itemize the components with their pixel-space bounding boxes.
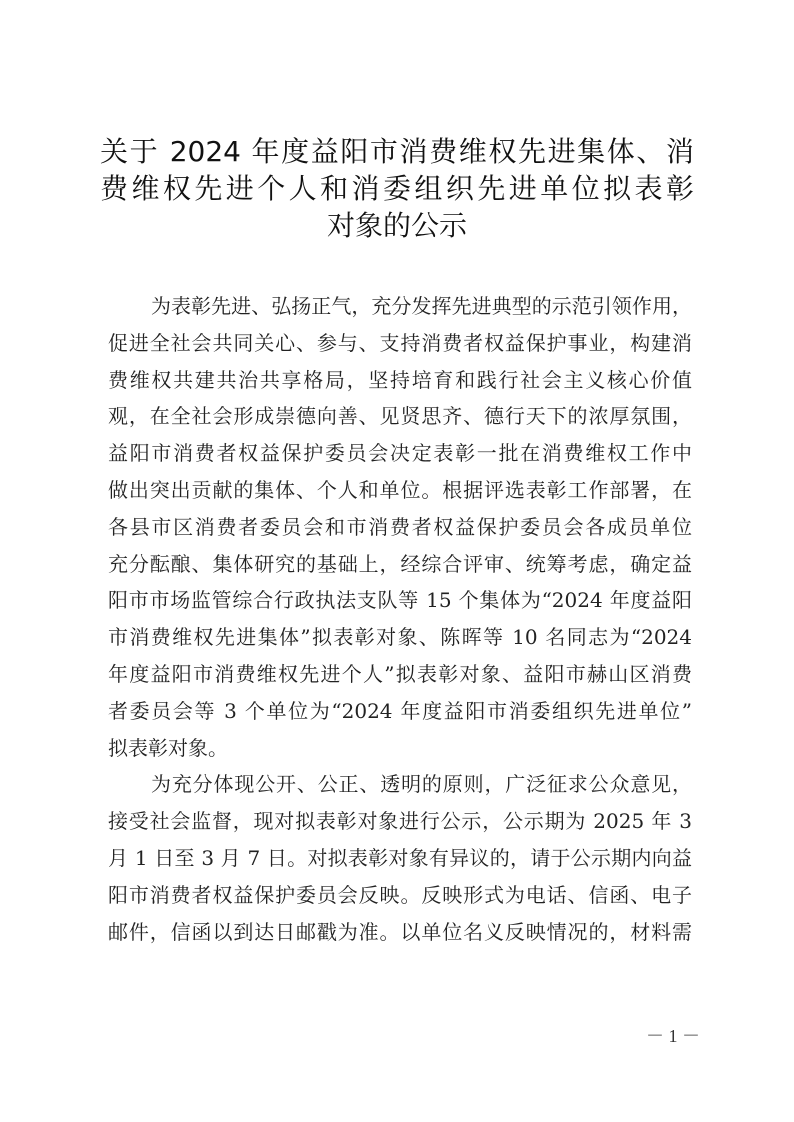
- body-line: 者委员会等 3 个单位为“2024 年度益阳市消委组织先进单位”: [108, 698, 692, 723]
- title-line: 费维权先进个人和消委组织先进单位拟表彰: [100, 172, 694, 205]
- paragraph: [108, 288, 692, 766]
- paragraph: [108, 766, 692, 950]
- body-line: 做出突出贡献的集体、个人和单位。根据评选表彰工作部署，在: [108, 477, 692, 502]
- title-line: 关于 2024 年度益阳市消费维权先进集体、消: [100, 135, 694, 168]
- body-line: 接受社会监督，现对拟表彰对象进行公示，公示期为 2025 年 3: [108, 809, 692, 834]
- body-line: 各县市区消费者委员会和市消费者权益保护委员会各成员单位: [108, 514, 692, 539]
- body-line: 年度益阳市消费维权先进个人”拟表彰对象、益阳市赫山区消费: [108, 661, 692, 686]
- body-line: 促进全社会共同关心、参与、支持消费者权益保护事业，构建消: [108, 330, 692, 355]
- document-title: [100, 133, 694, 244]
- title-line: 对象的公示: [326, 209, 467, 242]
- body-line: 费维权共建共治共享格局，坚持培育和践行社会主义核心价值: [108, 367, 692, 392]
- body-line: 观，在全社会形成崇德向善、见贤思齐、德行天下的浓厚氛围，: [108, 404, 692, 429]
- body-line: 充分酝酿、集体研究的基础上，经综合评审、统筹考虑，确定益: [108, 551, 692, 576]
- body-line: 邮件，信函以到达日邮戳为准。以单位名义反映情况的，材料需: [108, 919, 692, 944]
- page-number: － 1 －: [646, 1026, 700, 1046]
- body-line: 为充分体现公开、公正、透明的原则，广泛征求公众意见，: [151, 772, 692, 797]
- body-line: 市消费维权先进集体”拟表彰对象、陈晖等 10 名同志为“2024: [108, 625, 692, 650]
- body-line: 益阳市消费者权益保护委员会决定表彰一批在消费维权工作中: [108, 441, 692, 466]
- body-line: 月 1 日至 3 月 7 日。对拟表彰对象有异议的，请于公示期内向益: [108, 845, 692, 870]
- body-line: 阳市消费者权益保护委员会反映。反映形式为电话、信函、电子: [108, 882, 692, 907]
- body-line: 为表彰先进、弘扬正气，充分发挥先进典型的示范引领作用，: [151, 294, 692, 318]
- document-body: [108, 288, 692, 950]
- body-line: 阳市市场监管综合行政执法支队等 15 个集体为“2024 年度益阳: [108, 588, 692, 613]
- body-line: 拟表彰对象。: [108, 735, 228, 760]
